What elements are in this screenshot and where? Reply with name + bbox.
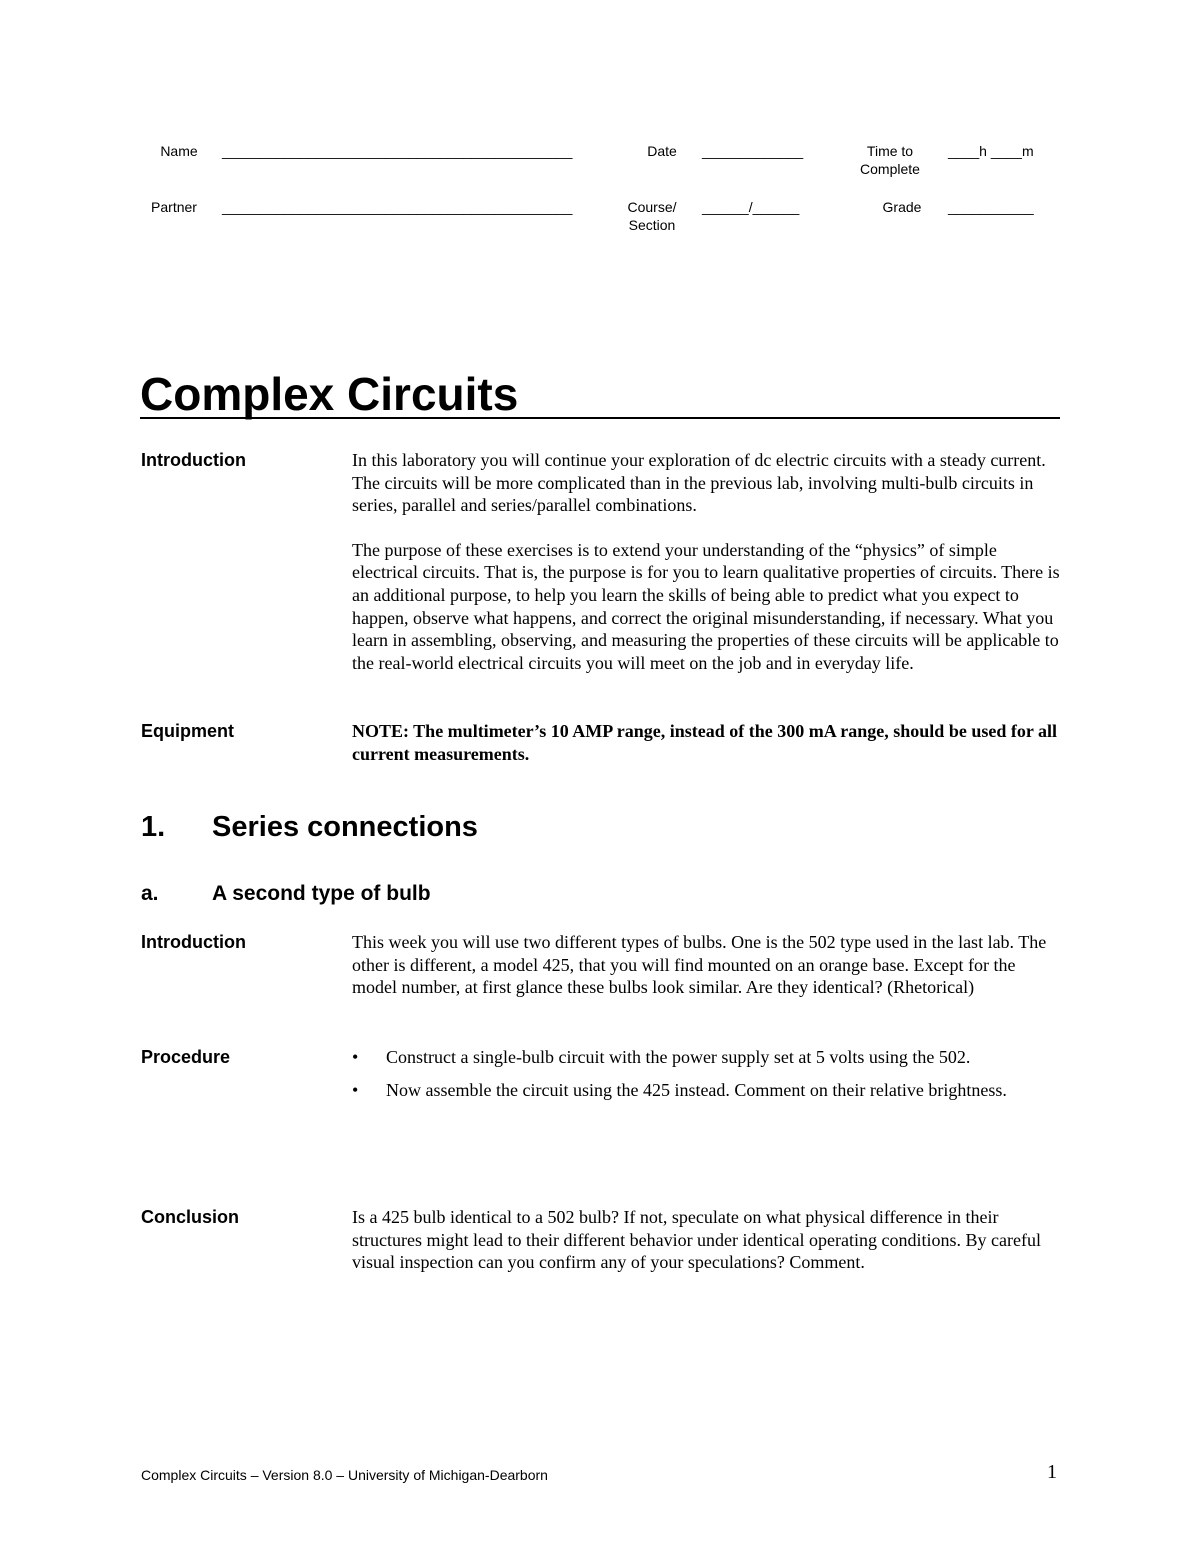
- equipment-label: Equipment: [141, 721, 234, 741]
- course-label-line1: Course/: [627, 199, 677, 215]
- procedure-item-1: Construct a single-bulb circuit with the power supply set at 5 volts using the 502.: [386, 1047, 971, 1067]
- date-blank[interactable]: _____________: [702, 143, 804, 159]
- list-item: [352, 1046, 1060, 1069]
- title-rule: [140, 417, 1060, 419]
- introduction-label: Introduction: [141, 450, 246, 470]
- section-heading: [141, 810, 478, 844]
- partner-blank[interactable]: _____________________________________________: [222, 199, 573, 215]
- date-label: Date: [647, 143, 677, 159]
- introduction-2-label: Introduction: [141, 932, 246, 952]
- procedure-list: [352, 1046, 1060, 1101]
- section-title: Series connections: [212, 811, 478, 843]
- conclusion-label: Conclusion: [141, 1207, 239, 1227]
- intro-paragraph-1: In this laboratory you will continue your exploration of dc electric circuits with a steady current. The circuits will be more complicated than in the previous lab, involving multi-bulb circuits in series, parallel and series/parallel combinations.: [352, 450, 1046, 516]
- time-label-line2: Complete: [860, 161, 920, 177]
- subsection-title: A second type of bulb: [212, 882, 431, 905]
- procedure-item-2: Now assemble the circuit using the 425 instead. Comment on their relative brightness.: [386, 1079, 1007, 1100]
- bullet-icon: •: [352, 1047, 359, 1067]
- name-label: Name: [160, 143, 198, 159]
- section-number: 1.: [141, 811, 166, 843]
- course-label-line2: Section: [628, 217, 676, 233]
- intro-paragraph-2: The purpose of these exercises is to extend your understanding of the “physics” of simple electrical circuits. That is, the purpose is for you to learn qualitative properties of circuits. There is an additional purpose, to help you learn the skills of being able to predict what you expect to happen, observe what happens, and correct the original misunderstanding, if necessary. What you learn in assembling, observing, and measuring the properties of these circuits will be applicable to the real-world electrical circuits you will meet on the job and in everyday life.: [352, 539, 1060, 673]
- course-blank[interactable]: ______/______: [702, 199, 800, 215]
- page-title: Complex Circuits: [140, 368, 519, 420]
- subsection-letter: a.: [141, 882, 159, 905]
- footer-text: Complex Circuits – Version 8.0 – University of Michigan-Dearborn: [141, 1467, 548, 1483]
- introduction-text: [352, 449, 1060, 674]
- page-number: 1: [1047, 1461, 1057, 1483]
- subsection-heading: [141, 881, 431, 907]
- partner-label: Partner: [151, 199, 197, 215]
- time-blank[interactable]: ____h ____m: [948, 143, 1034, 159]
- time-label-line1: Time to: [866, 143, 914, 159]
- grade-label: Grade: [882, 199, 922, 215]
- procedure-label: Procedure: [141, 1047, 231, 1067]
- equipment-note: NOTE: The multimeter’s 10 AMP range, instead of the 300 mA range, should be used for all current measurements.: [352, 721, 1057, 764]
- time-to-complete-label: [848, 142, 932, 178]
- grade-blank[interactable]: ___________: [948, 199, 1034, 215]
- list-item: [352, 1079, 1060, 1102]
- conclusion-text: Is a 425 bulb identical to a 502 bulb? If not, speculate on what physical difference in their structures might lead to their different behavior under identical operating conditions. By careful visual inspection can you confirm any of your speculations? Comment.: [352, 1207, 1041, 1273]
- course-section-label: [612, 198, 692, 234]
- introduction-2-text: This week you will use two different types of bulbs. One is the 502 type used in the last lab. The other is different, a model 425, that you will find mounted on an orange base. Except for the model number, at first glance these bulbs look similar. Are they identical? (Rhetorical): [352, 932, 1047, 998]
- bullet-icon: •: [352, 1079, 359, 1100]
- name-blank[interactable]: _____________________________________________: [222, 143, 573, 159]
